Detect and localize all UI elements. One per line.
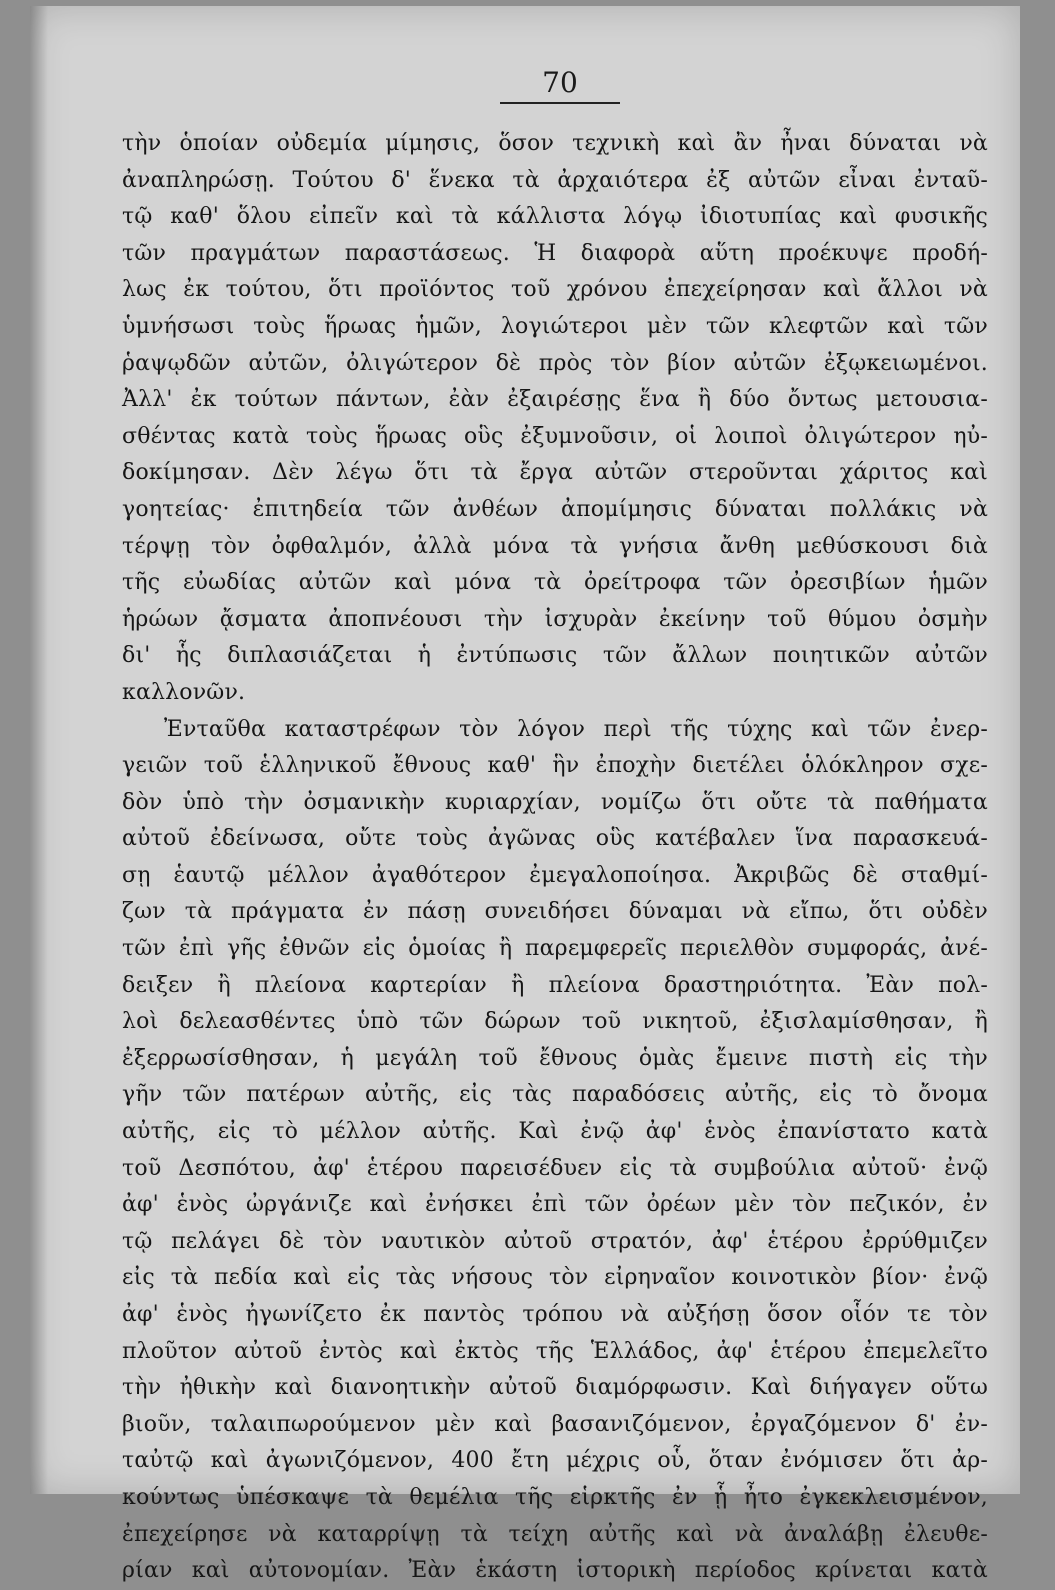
text-line: τέρψῃ τὸν ὀφθαλμόν, ἀλλὰ μόνα τὰ γνήσια ἄνθη μεθύσκουσι διὰ (122, 533, 988, 559)
page-number: 70 (542, 66, 578, 99)
text-line: λως ἐκ τούτου, ὅτι προϊόντος τοῦ χρόνου ἐπεχείρησαν καὶ ἄλλοι νὰ (122, 277, 988, 303)
text-line: λοὶ δελεασθέντες ὑπὸ τῶν δώρων τοῦ νικητοῦ, ἐξισλαμίσθησαν, ἢ (122, 1009, 988, 1035)
text-line: ταὐτῷ καὶ ἀγωνιζόμενον, 400 ἔτη μέχρις οὗ, ὅταν ἐνόμισεν ὅτι ἀρ- (122, 1448, 988, 1474)
text-line: σθέντας κατὰ τοὺς ἥρωας οὓς ἐξυμνοῦσιν, οἱ λοιποὶ ὀλιγώτερον ηὐ- (122, 423, 988, 449)
text-line: τῷ καθ' ὅλου εἰπεῖν καὶ τὰ κάλλιστα λόγῳ ἰδιοτυπίας καὶ φυσικῆς (122, 204, 988, 230)
text-line: γῆν τῶν πατέρων αὐτῆς, εἰς τὰς παραδόσεις αὐτῆς, εἰς τὸ ὄνομα (122, 1082, 988, 1108)
text-line: δι' ἧς διπλασιάζεται ἡ ἐντύπωσις τῶν ἄλλων ποιητικῶν αὐτῶν (122, 643, 988, 669)
text-line: γοητείας· ἐπιτηδεία τῶν ἀνθέων ἀπομίμησις δύναται πολλάκις νὰ (122, 496, 988, 522)
text-line: δοκίμησαν. Δὲν λέγω ὅτι τὰ ἔργα αὐτῶν στεροῦνται χάριτος καὶ (122, 460, 988, 486)
text-line: κούντως ὑπέσκαψε τὰ θεμέλια τῆς εἱρκτῆς ἐν ᾗ ἦτο ἐγκεκλεισμένον, (122, 1484, 988, 1510)
text-line: βιοῦν, ταλαιπωρούμενον μὲν καὶ βασανιζόμενον, ἐργαζόμενον δ' ἐν- (122, 1411, 988, 1437)
text-line: ἀφ' ἑνὸς ἠγωνίζετο ἐκ παντὸς τρόπου νὰ αὐξήσῃ ὅσον οἷόν τε τὸν (122, 1302, 988, 1327)
page-number-rule (500, 102, 620, 104)
text-line: δὸν ὑπὸ τὴν ὀσμανικὴν κυριαρχίαν, νομίζω ὅτι οὔτε τὰ παθήματα (122, 789, 988, 815)
text-line: τὴν ἠθικὴν καὶ διανοητικὴν αὐτοῦ διαμόρφωσιν. Καὶ διήγαγεν οὕτω (122, 1375, 988, 1401)
text-line: αὐτῆς, εἰς τὸ μέλλον αὐτῆς. Καὶ ἐνῷ ἀφ' ἑνὸς ἐπανίστατο κατὰ (122, 1119, 988, 1145)
text-line: ἡρώων ᾄσματα ἀποπνέουσι τὴν ἰσχυρὰν ἐκείνην τοῦ θύμου ὀσμὴν (122, 606, 988, 632)
text-line: εἰς τὰ πεδία καὶ εἰς τὰς νήσους τὸν εἰρηναῖον κοινοτικὸν βίον· ἐνῷ (122, 1265, 988, 1291)
text-line: Ἀλλ' ἐκ τούτων πάντων, ἐὰν ἐξαιρέσῃς ἕνα ἢ δύο ὄντως μετουσια- (122, 387, 988, 413)
text-line: καλλονῶν. (122, 679, 246, 705)
text-line: ὑμνήσωσι τοὺς ἥρωας ἡμῶν, λογιώτεροι μὲν τῶν κλεφτῶν καὶ τῶν (122, 313, 988, 339)
text-line: δειξεν ἢ πλείονα καρτερίαν ἢ πλείονα δραστηριότητα. Ἐὰν πολ- (122, 972, 988, 998)
text-line: τοῦ Δεσπότου, ἀφ' ἑτέρου παρεισέδυεν εἰς τὰ συμβούλια αὐτοῦ· ἐνῷ (122, 1155, 988, 1181)
text-line: ἀφ' ἑνὸς ὠργάνιζε καὶ ἐνήσκει ἐπὶ τῶν ὀρέων μὲν τὸν πεζικόν, ἐν (122, 1192, 988, 1218)
text-line: ρίαν καὶ αὐτονομίαν. Ἐὰν ἑκάστη ἱστορικὴ περίοδος κρίνεται κατὰ (122, 1558, 988, 1584)
text-line: τῶν ἐπὶ γῆς ἐθνῶν εἰς ὁμοίας ἢ παρεμφερεῖς περιελθὸν συμφοράς, ἀνέ- (122, 936, 988, 962)
body-text (122, 126, 988, 1590)
text-line: τῶν πραγμάτων παραστάσεως. Ἡ διαφορὰ αὕτη προέκυψε προδή- (122, 240, 988, 266)
text-line: αὐτοῦ ἐδείνωσα, οὔτε τοὺς ἀγῶνας οὓς κατέβαλεν ἵνα παρασκευά- (122, 826, 988, 852)
page-gutter-shadow (30, 6, 48, 1494)
text-line: τὴν ὁποίαν οὐδεμία μίμησις, ὅσον τεχνικὴ καὶ ἂν ἦναι δύναται νὰ (122, 131, 988, 156)
text-line: Ἐνταῦθα καταστρέφων τὸν λόγον περὶ τῆς τύχης καὶ τῶν ἐνερ- (164, 716, 988, 742)
text-line: τῆς εὐωδίας αὐτῶν καὶ μόνα τὰ ὀρείτροφα τῶν ὀρεσιβίων ἡμῶν (122, 570, 988, 596)
text-line: γειῶν τοῦ ἑλληνικοῦ ἔθνους καθ' ἣν ἐποχὴν διετέλει ὁλόκληρον σχε- (122, 753, 988, 779)
text-line: ἐπεχείρησε νὰ καταρρίψῃ τὰ τείχη αὐτῆς καὶ νὰ ἀναλάβῃ ἐλευθε- (122, 1521, 988, 1547)
book-page (30, 6, 1020, 1584)
text-line: ἀναπληρώσῃ. Τούτου δ' ἕνεκα τὰ ἀρχαιότερα ἐξ αὐτῶν εἶναι ἐνταῦ- (122, 167, 988, 193)
text-line: ῥαψῳδῶν αὐτῶν, ὀλιγώτερον δὲ πρὸς τὸν βίον αὐτῶν ἐξῳκειωμένοι. (122, 350, 988, 376)
text-line: σῃ ἑαυτῷ μέλλον ἀγαθότερον ἐμεγαλοποίησα. Ἀκριβῶς δὲ σταθμί- (122, 862, 988, 888)
text-line: ἐξερρωσίσθησαν, ἡ μεγάλη τοῦ ἔθνους ὁμὰς ἔμεινε πιστὴ εἰς τὴν (122, 1045, 988, 1071)
text-line: ζων τὰ πράγματα ἐν πάσῃ συνειδήσει δύναμαι νὰ εἴπω, ὅτι οὐδὲν (122, 899, 988, 925)
text-line: πλοῦτον αὐτοῦ ἐντὸς καὶ ἐκτὸς τῆς Ἑλλάδος, ἀφ' ἑτέρου ἐπεμελεῖτο (122, 1338, 988, 1364)
text-line: τῷ πελάγει δὲ τὸν ναυτικὸν αὐτοῦ στρατόν, ἀφ' ἑτέρου ἐρρύθμιζεν (122, 1228, 988, 1254)
